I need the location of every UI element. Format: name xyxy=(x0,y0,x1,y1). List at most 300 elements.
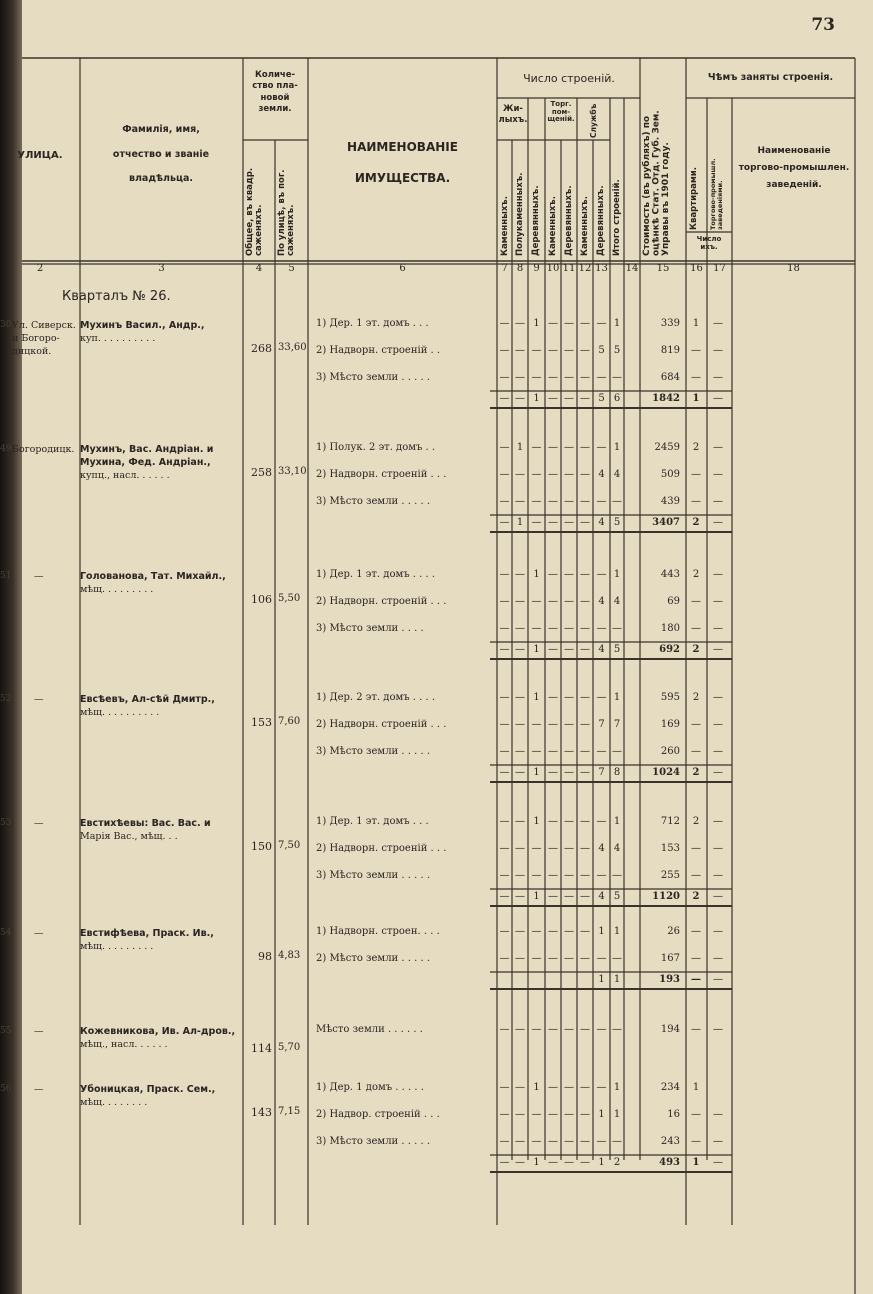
page-number: 73 xyxy=(811,15,835,35)
building-count-cell: — xyxy=(531,843,542,854)
building-count-cell: — xyxy=(612,372,622,383)
building-count-cell: — xyxy=(499,345,510,356)
property-description: 3) Мѣсто земли . . . . . xyxy=(316,372,430,383)
building-count-cell: 1 xyxy=(533,1082,540,1093)
total-count-cell: — xyxy=(580,517,590,528)
owner-line: Мухина, Фед. Андріан., xyxy=(80,456,211,468)
margin-row-number: 49 xyxy=(0,444,12,454)
building-count-cell: — xyxy=(612,623,622,634)
building-count-cell: 1 xyxy=(613,926,621,937)
valuation-rubles: 26 xyxy=(667,926,680,937)
trade-estab-count: — xyxy=(713,692,723,703)
header-land-street xyxy=(278,146,296,256)
building-count-cell: — xyxy=(499,926,510,937)
owner-line: мѣщ. . . . . . . . . xyxy=(80,940,154,952)
total-valuation: 692 xyxy=(659,644,680,655)
owner-name xyxy=(80,571,242,597)
building-count-cell: — xyxy=(499,870,510,881)
building-count-cell: — xyxy=(499,953,510,964)
trade-estab-count: — xyxy=(713,843,723,854)
total-valuation: 1024 xyxy=(652,767,680,778)
header-trade-name xyxy=(734,143,854,194)
building-count-cell: 4 xyxy=(598,469,605,480)
total-count-cell: — xyxy=(580,891,590,902)
valuation-rubles: 243 xyxy=(660,1136,680,1147)
building-count-cell: — xyxy=(564,1082,574,1093)
building-count-cell: — xyxy=(499,816,510,827)
building-count-cell: — xyxy=(596,1024,607,1035)
valuation-rubles: 234 xyxy=(660,1082,680,1093)
header-v-value xyxy=(643,70,671,256)
building-count-cell: — xyxy=(564,816,574,827)
building-count-cell: — xyxy=(564,372,574,383)
column-number: 8 xyxy=(516,263,524,274)
building-count-cell: — xyxy=(564,1136,574,1147)
header-land-line-2: ство пла- xyxy=(252,81,298,92)
owner-line: куп. . . . . . . . . . xyxy=(80,332,156,344)
header-land-total xyxy=(246,146,264,256)
building-count-cell: — xyxy=(499,746,510,757)
header-property xyxy=(310,132,495,194)
building-count-cell: — xyxy=(531,1109,542,1120)
property-description: 2) Мѣсто земли . . . . . xyxy=(316,953,430,964)
header-v-stone-2: Каменныхъ. xyxy=(548,196,558,256)
building-count-cell: 1 xyxy=(598,1109,605,1120)
building-count-cell: 1 xyxy=(516,442,524,453)
building-count-cell: — xyxy=(548,372,558,383)
total-count-cell: — xyxy=(564,517,574,528)
building-count-cell: 1 xyxy=(613,1082,621,1093)
total-count-cell: — xyxy=(580,644,590,655)
building-count-cell: — xyxy=(564,870,574,881)
margin-row-number: 56 xyxy=(0,1084,12,1094)
header-owner-line-1: Фамилія, имя, xyxy=(122,124,200,135)
valuation-rubles: 439 xyxy=(660,496,680,507)
total-count-cell: 6 xyxy=(613,393,621,404)
street-frontage: 5,70 xyxy=(278,1042,301,1053)
building-count-cell: — xyxy=(564,623,574,634)
header-v-stone-1: Каменныхъ. xyxy=(500,196,510,256)
building-count-cell: — xyxy=(531,596,542,607)
total-count-cell: — xyxy=(515,891,525,902)
street-name: — xyxy=(34,571,44,582)
land-area-sq-sazhen: 143 xyxy=(251,1106,272,1119)
building-count-cell: 7 xyxy=(598,719,605,730)
property-description: 2) Надворн. строеній . . . xyxy=(316,843,447,854)
owner-line: Кожевникова, Ив. Ал-дров., xyxy=(80,1026,236,1037)
total-count-cell: — xyxy=(499,644,510,655)
building-count-cell: 4 xyxy=(613,469,621,480)
building-count-cell: — xyxy=(531,345,542,356)
building-count-cell: — xyxy=(515,926,525,937)
owner-line: Евсѣевъ, Ал-сѣй Дмитр., xyxy=(80,694,215,705)
building-count-cell: — xyxy=(612,496,622,507)
total-count-cell: 5 xyxy=(613,517,621,528)
column-number: 16 xyxy=(690,263,703,274)
building-count-cell: — xyxy=(548,596,558,607)
column-number: 10 xyxy=(546,263,560,274)
street-frontage: 7,60 xyxy=(278,716,301,727)
total-count-cell: — xyxy=(564,1157,574,1168)
trade-estab-count: — xyxy=(713,318,723,329)
building-count-cell: — xyxy=(548,843,558,854)
trade-estab-count: — xyxy=(713,372,723,383)
building-count-cell: — xyxy=(580,1024,590,1035)
building-count-cell: 1 xyxy=(613,1109,621,1120)
total-count-cell: — xyxy=(564,393,574,404)
total-count-cell: 4 xyxy=(598,891,605,902)
valuation-rubles: 255 xyxy=(660,870,680,881)
building-count-cell: — xyxy=(580,345,590,356)
header-land-street-line-1: По улицѣ, въ пог. xyxy=(277,169,287,256)
total-count-cell: 1 xyxy=(533,1157,540,1168)
valuation-rubles: 69 xyxy=(667,596,680,607)
building-count-cell: — xyxy=(531,372,542,383)
total-count-cell: — xyxy=(580,767,590,778)
street-frontage: 4,83 xyxy=(278,950,301,961)
owner-line: мѣщ., насл. . . . . . xyxy=(80,1038,168,1050)
building-count-cell: — xyxy=(548,719,558,730)
margin-row-number: 55 xyxy=(0,1026,12,1036)
building-count-cell: — xyxy=(548,746,558,757)
building-count-cell: — xyxy=(548,1109,558,1120)
building-count-cell: — xyxy=(499,1136,510,1147)
building-count-cell: — xyxy=(499,1082,510,1093)
total-apartments: 2 xyxy=(692,767,700,778)
owner-name xyxy=(80,1084,242,1110)
building-count-cell: 1 xyxy=(533,816,540,827)
header-owner-line-2: отчество и званіе xyxy=(112,148,210,160)
building-count-cell: — xyxy=(564,496,574,507)
apartments-count: 2 xyxy=(692,442,700,453)
owner-line: купц., насл. . . . . . xyxy=(80,469,170,481)
total-trade-estab: — xyxy=(713,891,723,902)
apartments-count: 2 xyxy=(692,569,700,580)
valuation-rubles: 339 xyxy=(660,318,680,329)
header-v-wooden-3: Деревянныхъ. xyxy=(596,185,606,256)
total-count-cell: 1 xyxy=(533,891,540,902)
building-count-cell: — xyxy=(499,843,510,854)
building-count-cell: — xyxy=(596,870,607,881)
property-description: 3) Мѣсто земли . . . . . xyxy=(316,496,430,507)
trade-estab-count: — xyxy=(713,1109,723,1120)
street-name: — xyxy=(34,694,44,705)
total-trade-estab: — xyxy=(713,644,723,655)
header-land-total-line-2: саженяхъ. xyxy=(253,204,264,256)
owner-line: мѣщ. . . . . . . . xyxy=(80,1096,148,1108)
building-count-cell: — xyxy=(515,569,525,580)
total-count-cell: — xyxy=(564,767,574,778)
property-description: 3) Мѣсто земли . . . . . xyxy=(316,870,430,881)
land-area-sq-sazhen: 150 xyxy=(251,840,272,853)
street-name: Богородицк. xyxy=(12,444,75,455)
trade-estab-count: — xyxy=(713,569,723,580)
building-count-cell: 1 xyxy=(598,926,605,937)
building-count-cell: — xyxy=(580,816,590,827)
margin-row-number: 53 xyxy=(0,818,12,828)
building-count-cell: — xyxy=(531,469,542,480)
total-trade-estab: — xyxy=(713,393,723,404)
trade-estab-count: — xyxy=(713,746,723,757)
property-description: 2) Надворн. строеній . . . xyxy=(316,719,447,730)
apartments-count: — xyxy=(691,870,701,881)
building-count-cell: — xyxy=(580,746,590,757)
building-count-cell: — xyxy=(515,1082,525,1093)
building-count-cell: 4 xyxy=(613,843,621,854)
total-count-cell: 1 xyxy=(598,974,605,985)
total-count-cell: — xyxy=(580,1157,590,1168)
apartments-count: — xyxy=(691,623,701,634)
building-count-cell: — xyxy=(596,496,607,507)
total-valuation: 493 xyxy=(659,1157,680,1168)
trade-estab-count: — xyxy=(713,345,723,356)
building-count-cell: 1 xyxy=(533,318,540,329)
apartments-count: — xyxy=(691,1136,701,1147)
building-count-cell: — xyxy=(548,318,558,329)
building-count-cell: — xyxy=(564,926,574,937)
property-description: Мѣсто земли . . . . . . xyxy=(316,1024,423,1035)
building-count-cell: — xyxy=(564,746,574,757)
building-count-cell: — xyxy=(612,953,622,964)
valuation-rubles: 2459 xyxy=(654,442,680,453)
header-property-line-2: ИМУЩЕСТВА. xyxy=(354,171,451,186)
land-area-sq-sazhen: 98 xyxy=(258,950,272,963)
valuation-rubles: 16 xyxy=(667,1109,680,1120)
header-property-line-1: НАИМЕНОВАНІЕ xyxy=(347,140,458,154)
street-frontage: 7,50 xyxy=(278,840,301,851)
valuation-rubles: 819 xyxy=(660,345,680,356)
building-count-cell: — xyxy=(580,1109,590,1120)
total-count-cell: — xyxy=(515,393,525,404)
header-owner-line-3: владѣльца. xyxy=(128,173,194,185)
header-living-line-2: лыхъ. xyxy=(498,114,528,125)
building-count-cell: — xyxy=(515,496,525,507)
building-count-cell: — xyxy=(499,692,510,703)
header-count-line-1: Число xyxy=(696,235,722,243)
building-count-cell: — xyxy=(580,692,590,703)
apartments-count: — xyxy=(691,843,701,854)
total-count-cell: 4 xyxy=(598,517,605,528)
total-count-cell: 4 xyxy=(598,644,605,655)
total-count-cell: — xyxy=(515,644,525,655)
header-trade-name-line-1: Наименованіе xyxy=(757,146,831,156)
property-description: 2) Надворн. строеній . . . xyxy=(316,469,447,480)
building-count-cell: — xyxy=(515,870,525,881)
owner-line: мѣщ. . . . . . . . . xyxy=(80,583,154,595)
building-count-cell: — xyxy=(564,1024,574,1035)
owner-name xyxy=(80,818,242,844)
column-number: 18 xyxy=(787,263,800,274)
building-count-cell: — xyxy=(515,746,525,757)
total-count-cell: — xyxy=(531,517,542,528)
valuation-rubles: 260 xyxy=(660,746,680,757)
owner-line: Мухинъ Васил., Андр., xyxy=(80,320,205,331)
building-count-cell: — xyxy=(580,926,590,937)
header-trade-line-2: пом- xyxy=(551,107,571,116)
building-count-cell: — xyxy=(499,442,510,453)
building-count-cell: — xyxy=(531,623,542,634)
building-count-cell: — xyxy=(564,469,574,480)
building-count-cell: — xyxy=(515,596,525,607)
building-count-cell: — xyxy=(499,1109,510,1120)
building-count-cell: — xyxy=(580,1082,590,1093)
header-v-wooden-1: Деревянныхъ. xyxy=(531,185,541,256)
header-v-trade-estab-line-1: Торгово-промышл. xyxy=(709,158,717,230)
land-area-sq-sazhen: 258 xyxy=(251,466,272,479)
total-count-cell: — xyxy=(548,891,558,902)
column-number: 14 xyxy=(625,263,639,274)
building-count-cell: — xyxy=(548,569,558,580)
margin-row-number: 30 xyxy=(0,320,12,330)
valuation-rubles: 169 xyxy=(660,719,680,730)
total-count-cell: — xyxy=(564,644,574,655)
building-count-cell: — xyxy=(531,442,542,453)
total-trade-estab: — xyxy=(713,517,723,528)
owner-line: Евстихѣевы: Вас. Вас. и xyxy=(80,818,211,829)
building-count-cell: — xyxy=(515,345,525,356)
building-count-cell: — xyxy=(499,623,510,634)
total-apartments: 2 xyxy=(692,891,700,902)
building-count-cell: — xyxy=(612,870,622,881)
building-count-cell: — xyxy=(580,843,590,854)
valuation-rubles: 443 xyxy=(660,569,680,580)
building-count-cell: — xyxy=(515,953,525,964)
street-frontage: 33,10 xyxy=(278,466,307,477)
building-count-cell: 5 xyxy=(598,345,605,356)
total-count-cell: 7 xyxy=(598,767,605,778)
building-count-cell: — xyxy=(612,1024,622,1035)
building-count-cell: — xyxy=(515,843,525,854)
owner-line: Евстифѣева, Праск. Ив., xyxy=(80,928,214,939)
column-number: 6 xyxy=(399,263,406,274)
street-name: — xyxy=(34,818,44,829)
valuation-rubles: 180 xyxy=(660,623,680,634)
building-count-cell: — xyxy=(548,442,558,453)
building-count-cell: — xyxy=(564,843,574,854)
total-count-cell: 1 xyxy=(533,393,540,404)
street-name: и Богоро- xyxy=(12,333,60,344)
building-count-cell: — xyxy=(564,719,574,730)
building-count-cell: — xyxy=(548,469,558,480)
building-count-cell: 1 xyxy=(613,692,621,703)
header-living-line-1: Жи- xyxy=(503,104,523,114)
apartments-count: — xyxy=(691,496,701,507)
header-v-total: Итого строеній. xyxy=(612,179,622,256)
apartments-count: 2 xyxy=(692,816,700,827)
building-count-cell: — xyxy=(499,569,510,580)
building-count-cell: — xyxy=(596,318,607,329)
apartments-count: — xyxy=(691,953,701,964)
header-v-trade-estab-line-2: заведеніями. xyxy=(715,180,724,230)
building-count-cell: — xyxy=(580,569,590,580)
building-count-cell: — xyxy=(580,1136,590,1147)
total-count-cell: — xyxy=(548,393,558,404)
total-apartments: 2 xyxy=(692,517,700,528)
header-v-value-line-3: Управы въ 1901 году. xyxy=(660,142,671,256)
building-count-cell: — xyxy=(499,1024,510,1035)
building-count-cell: — xyxy=(531,1024,542,1035)
building-count-cell: — xyxy=(499,318,510,329)
total-count-cell: — xyxy=(548,1157,558,1168)
building-count-cell: — xyxy=(499,469,510,480)
owner-line: мѣщ. . . . . . . . . . xyxy=(80,706,160,718)
header-v-wooden-2: Деревянныхъ. xyxy=(564,185,574,256)
owner-line: Убоницкая, Праск. Сем., xyxy=(80,1084,216,1095)
property-description: 3) Мѣсто земли . . . . . xyxy=(316,1136,430,1147)
total-count-cell: 1 xyxy=(613,974,621,985)
margin-row-number: 51 xyxy=(0,571,12,581)
total-valuation: 1120 xyxy=(652,891,680,902)
building-count-cell: — xyxy=(548,1024,558,1035)
header-v-apartments: Квартирами. xyxy=(689,167,699,230)
header-trade xyxy=(545,101,577,124)
trade-estab-count: — xyxy=(713,596,723,607)
building-count-cell: — xyxy=(548,1082,558,1093)
trade-estab-count: — xyxy=(713,816,723,827)
land-area-sq-sazhen: 106 xyxy=(251,593,272,606)
property-description: 3) Мѣсто земли . . . . . xyxy=(316,746,430,757)
total-count-cell: — xyxy=(499,393,510,404)
building-count-cell: — xyxy=(499,719,510,730)
total-count-cell: — xyxy=(548,644,558,655)
property-description: 1) Дер. 1 эт. домъ . . . xyxy=(316,816,429,827)
total-count-cell: — xyxy=(499,767,510,778)
header-service: Службъ xyxy=(589,103,598,138)
valuation-rubles: 194 xyxy=(660,1024,680,1035)
valuation-rubles: 153 xyxy=(660,843,680,854)
header-living xyxy=(498,104,528,125)
building-count-cell: — xyxy=(612,746,622,757)
apartments-count: 2 xyxy=(692,692,700,703)
total-apartments: 1 xyxy=(692,393,700,404)
apartments-count: — xyxy=(691,469,701,480)
margin-row-number: 54 xyxy=(0,928,12,938)
building-count-cell: — xyxy=(580,623,590,634)
total-trade-estab: — xyxy=(713,974,723,985)
header-count-line-2: ихъ. xyxy=(700,242,718,251)
trade-estab-count: — xyxy=(713,719,723,730)
street-name: — xyxy=(34,928,44,939)
trade-estab-count: — xyxy=(713,496,723,507)
building-count-cell: — xyxy=(515,692,525,703)
building-count-cell: — xyxy=(515,1136,525,1147)
building-count-cell: — xyxy=(548,496,558,507)
building-count-cell: — xyxy=(580,596,590,607)
street-name: дицкой. xyxy=(12,346,52,357)
property-description: 2) Надворн. строеній . . xyxy=(316,345,441,356)
apartments-count: — xyxy=(691,1024,701,1035)
header-v-stone-3: Каменныхъ. xyxy=(580,196,590,256)
building-count-cell: — xyxy=(596,372,607,383)
total-count-cell: — xyxy=(499,517,510,528)
trade-estab-count: — xyxy=(713,623,723,634)
total-count-cell: 1 xyxy=(533,767,540,778)
apartments-count: — xyxy=(691,345,701,356)
building-count-cell: — xyxy=(515,372,525,383)
header-trade-name-line-3: заведеній. xyxy=(766,180,822,191)
header-v-value-line-2: оцѣнкѣ Стат. Отд. Губ. Зем. xyxy=(651,110,662,256)
building-count-cell: — xyxy=(596,746,607,757)
street-frontage: 5,50 xyxy=(278,593,301,604)
total-count-cell: — xyxy=(515,1157,525,1168)
header-trade-line-3: щеній. xyxy=(547,115,575,124)
street-name: — xyxy=(34,1084,44,1095)
street-name: Ул. Сиверск. xyxy=(12,320,76,331)
header-v-trade-estab xyxy=(710,140,724,230)
building-count-cell: — xyxy=(596,692,607,703)
property-description: 1) Дер. 1 эт. домъ . . . . xyxy=(316,569,436,580)
building-count-cell: — xyxy=(580,469,590,480)
